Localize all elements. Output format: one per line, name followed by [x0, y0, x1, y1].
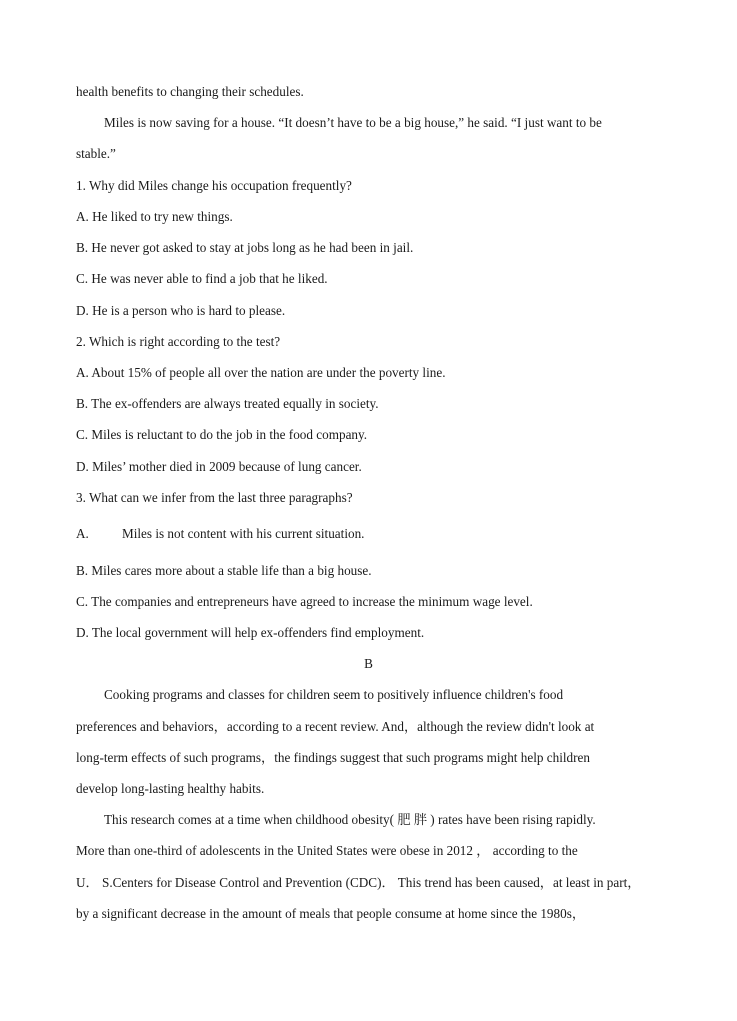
question-2-option-b: B. The ex-offenders are always treated equally in society. [76, 396, 379, 411]
passage-text-line: by a significant decrease in the amount of meals that people consume at home since the 1980s， [76, 906, 586, 921]
passage-text-line: U． S.Centers for Disease Control and Prevention (CDC)． This trend has been caused，at least in part， [76, 875, 641, 890]
passage-text-line: More than one-third of adolescents in the United States were obese in 2012 ， according to the [76, 843, 578, 858]
passage-text-line: stable.” [76, 146, 116, 161]
question-3-option-c: C. The companies and entrepreneurs have agreed to increase the minimum wage level. [76, 594, 533, 609]
passage-text-line: This research comes at a time when childhood obesity( 肥 胖 ) rates have been rising rapidly. [104, 812, 596, 827]
passage-text-line: long-term effects of such programs，the findings suggest that such programs might help children [76, 750, 590, 765]
passage-text-line: preferences and behaviors，according to a recent review. And，although the review didn't look at [76, 719, 595, 734]
option-text: Miles is not content with his current situation. [122, 526, 365, 541]
option-label: A. [76, 526, 89, 541]
question-2-option-c: C. Miles is reluctant to do the job in the food company. [76, 427, 368, 442]
passage-text-line: health benefits to changing their schedules. [76, 84, 304, 99]
question-1-option-a: A. He liked to try new things. [76, 209, 233, 224]
section-heading: B [364, 656, 373, 671]
question-2-stem: 2. Which is right according to the test? [76, 334, 281, 349]
passage-text-line: Cooking programs and classes for children seem to positively influence children's food [104, 687, 564, 702]
question-1-stem: 1. Why did Miles change his occupation frequently? [76, 178, 352, 193]
question-3-option-b: B. Miles cares more about a stable life than a big house. [76, 563, 372, 578]
question-3-stem: 3. What can we infer from the last three paragraphs? [76, 490, 353, 505]
passage-text-line: Miles is now saving for a house. “It doesn’t have to be a big house,” he said. “I just want to be [104, 115, 602, 130]
passage-text-line: develop long-lasting healthy habits. [76, 781, 265, 796]
question-3-option-a [76, 526, 364, 542]
question-1-option-d: D. He is a person who is hard to please. [76, 303, 286, 318]
question-2-option-a: A. About 15% of people all over the nation are under the poverty line. [76, 365, 446, 380]
question-2-option-d: D. Miles’ mother died in 2009 because of lung cancer. [76, 459, 362, 474]
question-1-option-b: B. He never got asked to stay at jobs long as he had been in jail. [76, 240, 414, 255]
question-3-option-d: D. The local government will help ex-offenders find employment. [76, 625, 425, 640]
question-1-option-c: C. He was never able to find a job that he liked. [76, 271, 328, 286]
